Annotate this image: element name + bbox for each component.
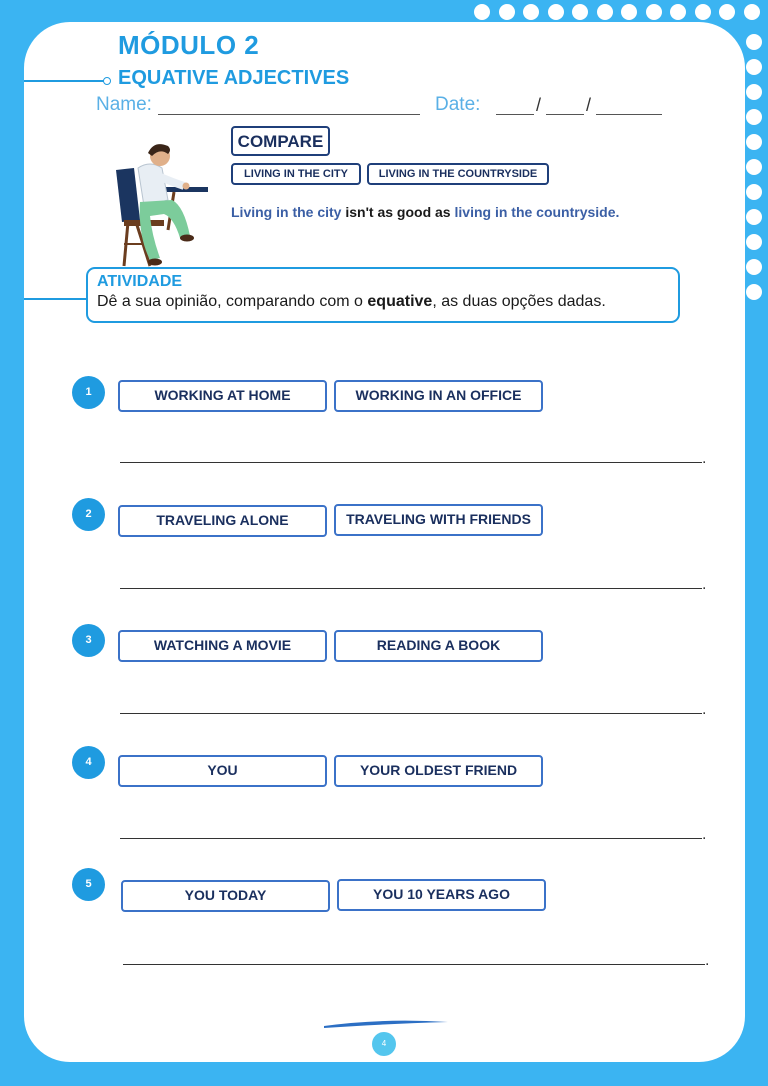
exercise-option-a: TRAVELING ALONE [118, 505, 327, 537]
exercise-option-a: YOU [118, 755, 327, 787]
subtitle-connector-line [24, 80, 106, 82]
compare-option-a: LIVING IN THE CITY [231, 163, 361, 185]
answer-line[interactable] [123, 964, 705, 965]
exercise-option-b: YOUR OLDEST FRIEND [334, 755, 543, 787]
activity-text-bold: equative [367, 293, 433, 310]
date-label: Date: [435, 94, 481, 115]
compare-option-b: LIVING IN THE COUNTRYSIDE [367, 163, 549, 185]
student-writing-illustration [110, 140, 222, 270]
example-sentence [231, 204, 619, 220]
exercise-number: 3 [72, 624, 105, 657]
activity-title: ATIVIDADE [97, 273, 183, 290]
answer-line[interactable] [120, 588, 702, 589]
answer-line[interactable] [120, 713, 702, 714]
date-month-field[interactable] [546, 114, 584, 115]
activity-text-before: Dê a sua opinião, comparando com o [97, 293, 368, 310]
answer-period: . [705, 952, 710, 969]
date-separator: / [586, 95, 592, 115]
example-part-2: isn't as good as [341, 204, 455, 220]
module-subtitle: EQUATIVE ADJECTIVES [118, 67, 350, 89]
decorative-dots-top [474, 4, 760, 20]
exercise-number: 2 [72, 498, 105, 531]
exercise-option-a: WATCHING A MOVIE [118, 630, 327, 662]
exercise-number: 1 [72, 376, 105, 409]
date-separator: / [536, 95, 542, 115]
date-day-field[interactable] [496, 114, 534, 115]
answer-line[interactable] [120, 462, 702, 463]
exercise-option-b: WORKING IN AN OFFICE [334, 380, 543, 412]
footer-swoosh [322, 1018, 450, 1030]
exercise-option-b: TRAVELING WITH FRIENDS [334, 504, 543, 536]
name-label: Name: [96, 94, 152, 115]
exercise-option-b: YOU 10 YEARS AGO [337, 879, 546, 911]
exercise-option-a: WORKING AT HOME [118, 380, 327, 412]
answer-period: . [702, 576, 707, 593]
activity-connector-line [24, 298, 86, 300]
answer-period: . [702, 701, 707, 718]
example-part-3: living in the countryside. [454, 204, 620, 220]
exercise-option-b: READING A BOOK [334, 630, 543, 662]
compare-label: COMPARE [231, 126, 330, 156]
activity-instructions [97, 293, 606, 311]
name-field[interactable] [158, 114, 420, 115]
answer-line[interactable] [120, 838, 702, 839]
subtitle-connector-dot [103, 77, 111, 85]
activity-instructions-box [86, 267, 680, 323]
exercise-option-a: YOU TODAY [121, 880, 330, 912]
module-title: MÓDULO 2 [118, 30, 260, 60]
exercise-number: 5 [72, 868, 105, 901]
answer-period: . [702, 450, 707, 467]
answer-period: . [702, 826, 707, 843]
date-year-field[interactable] [596, 114, 662, 115]
decorative-dots-right [746, 34, 762, 300]
page-number: 4 [372, 1032, 396, 1056]
example-part-1: Living in the city [231, 204, 342, 220]
exercise-number: 4 [72, 746, 105, 779]
activity-text-after: , as duas opções dadas. [432, 293, 606, 310]
